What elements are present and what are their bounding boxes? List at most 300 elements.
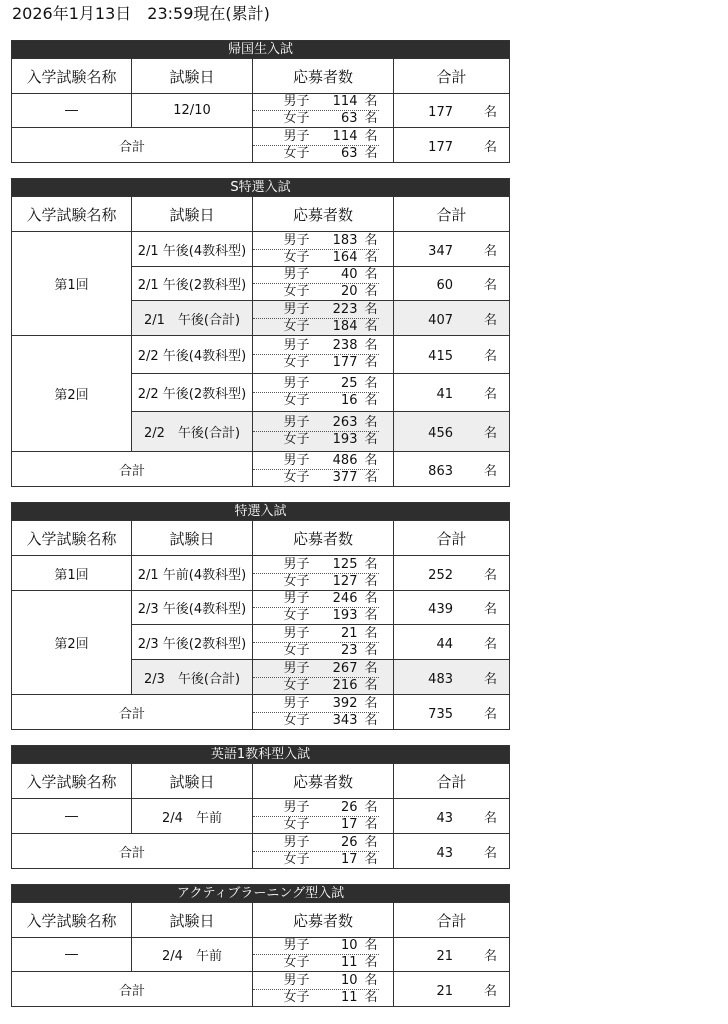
applicants-breakdown: [253, 233, 379, 266]
female-label: 女子: [283, 355, 310, 370]
unit-label: 名: [484, 426, 498, 441]
female-count: 177: [332, 355, 358, 370]
female-count: 17: [340, 851, 358, 867]
col-header-name: 入学試験名称: [12, 903, 132, 938]
exam-date: 2/1 午後(2教科型): [132, 267, 253, 301]
column-header-row: [12, 59, 510, 94]
round-name: 第1回: [12, 556, 132, 591]
unit-label: 名: [484, 602, 498, 617]
male-label: 男子: [283, 301, 310, 317]
female-count: 164: [332, 249, 358, 265]
male-label: 男子: [283, 660, 310, 676]
table-row: [12, 336, 510, 374]
male-label: 男子: [283, 556, 310, 572]
unit-label: 名: [364, 318, 378, 334]
total-count: 863: [428, 463, 453, 479]
total-cell: [394, 695, 510, 730]
total-cell: [394, 94, 510, 128]
unit-label: 名: [364, 376, 378, 391]
male-label: 男子: [283, 94, 310, 109]
unit-label: 名: [364, 712, 378, 728]
col-header-total: 合計: [394, 521, 510, 556]
unit-label: 名: [484, 671, 498, 687]
summary-label: 合計: [12, 695, 253, 730]
female-count: 63: [340, 145, 358, 161]
total-cell: [394, 267, 510, 301]
male-count: 223: [332, 301, 358, 317]
female-line: [253, 990, 379, 1006]
round-name: 第2回: [12, 591, 132, 695]
col-header-name: 入学試験名称: [12, 59, 132, 94]
unit-label: 名: [364, 452, 378, 468]
applicants-cell: [253, 938, 394, 972]
female-label: 女子: [283, 712, 310, 728]
col-header-applicants: 応募者数: [253, 903, 394, 938]
exam-date: 2/1 午前(4教科型): [132, 556, 253, 591]
male-label: 男子: [283, 267, 310, 282]
unit-label: 名: [364, 799, 378, 815]
male-label: 男子: [283, 376, 310, 391]
applicants-breakdown: [253, 626, 379, 659]
unit-label: 名: [364, 938, 378, 953]
unit-label: 名: [364, 267, 378, 282]
female-line: [253, 470, 379, 486]
applicants-cell: [253, 94, 394, 128]
female-label: 女子: [283, 677, 310, 693]
female-line: [253, 355, 379, 371]
unit-label: 名: [484, 387, 498, 402]
column-header-row: [12, 197, 510, 232]
applicants-breakdown: [253, 835, 379, 868]
female-label: 女子: [283, 642, 310, 658]
applicants-cell: [253, 336, 394, 374]
male-line: [253, 376, 379, 393]
female-line: [253, 432, 379, 448]
column-header-row: [12, 521, 510, 556]
col-header-date: 試験日: [132, 764, 253, 799]
col-header-applicants: 応募者数: [253, 59, 394, 94]
male-label: 男子: [283, 591, 310, 606]
female-count: 377: [332, 469, 358, 485]
section-title: S特選入試: [12, 179, 510, 197]
unit-label: 名: [364, 469, 378, 485]
male-line: [253, 415, 379, 432]
female-line: [253, 284, 379, 300]
admission-table-english: [11, 745, 510, 869]
male-count: 114: [332, 94, 358, 109]
total-count: 177: [428, 105, 453, 120]
male-count: 392: [332, 695, 358, 711]
female-count: 127: [332, 573, 358, 589]
applicants-cell: [253, 799, 394, 834]
total-cell: [394, 834, 510, 869]
female-label: 女子: [283, 284, 310, 299]
applicants-cell: [253, 625, 394, 660]
unit-label: 名: [364, 111, 378, 126]
applicants-cell: [253, 695, 394, 730]
total-count: 21: [436, 949, 453, 964]
table-row: [12, 799, 510, 834]
male-count: 26: [340, 799, 358, 815]
male-line: [253, 453, 379, 470]
summary-row: [12, 972, 510, 1007]
male-line: [253, 338, 379, 355]
male-line: [253, 973, 379, 990]
total-count: 21: [436, 983, 453, 999]
female-label: 女子: [283, 111, 310, 126]
female-line: [253, 678, 379, 694]
female-count: 63: [340, 111, 358, 126]
unit-label: 名: [483, 983, 497, 999]
total-count: 347: [428, 243, 453, 259]
col-header-date: 試験日: [132, 59, 253, 94]
unit-label: 名: [364, 625, 378, 641]
male-line: [253, 129, 379, 146]
male-label: 男子: [283, 695, 310, 711]
total-count: 177: [428, 139, 453, 155]
male-count: 26: [340, 834, 358, 850]
male-count: 40: [340, 267, 358, 282]
unit-label: 名: [364, 338, 378, 353]
section-title: 帰国生入試: [12, 41, 510, 59]
applicants-breakdown: [253, 696, 379, 729]
male-label: 男子: [283, 232, 310, 248]
male-line: [253, 557, 379, 574]
unit-label: 名: [364, 816, 378, 832]
col-header-name: 入学試験名称: [12, 521, 132, 556]
applicants-breakdown: [253, 94, 379, 127]
male-count: 246: [332, 591, 358, 606]
total-cell: [394, 301, 510, 336]
section-title: 英語1教科型入試: [12, 746, 510, 764]
exam-date: 2/2 午後(4教科型): [132, 336, 253, 374]
unit-label: 名: [484, 349, 498, 364]
female-line: [253, 393, 379, 409]
total-count: 456: [428, 426, 453, 441]
unit-label: 名: [484, 567, 498, 583]
summary-row: [12, 452, 510, 487]
applicants-cell: [253, 374, 394, 412]
female-line: [253, 250, 379, 266]
unit-label: 名: [364, 415, 378, 430]
unit-label: 名: [364, 249, 378, 265]
female-label: 女子: [283, 432, 310, 447]
round-name: 第1回: [12, 232, 132, 336]
total-count: 43: [436, 810, 453, 826]
male-count: 238: [332, 338, 358, 353]
male-count: 10: [340, 972, 358, 988]
female-line: [253, 146, 379, 162]
applicants-cell: [253, 412, 394, 452]
exam-date: 2/4 午前: [132, 799, 253, 834]
applicants-cell: [253, 591, 394, 625]
unit-label: 名: [364, 608, 378, 623]
admission-table-tokusen: [11, 502, 510, 730]
unit-label: 名: [364, 355, 378, 370]
applicants-breakdown: [253, 338, 379, 371]
female-count: 16: [340, 393, 358, 408]
female-count: 343: [332, 712, 358, 728]
applicants-cell: [253, 556, 394, 591]
total-cell: [394, 336, 510, 374]
exam-name: ―: [12, 94, 132, 128]
exam-name: ―: [12, 938, 132, 972]
female-line: [253, 955, 379, 971]
unit-label: 名: [364, 94, 378, 109]
summary-row: [12, 128, 510, 163]
applicants-breakdown: [253, 415, 379, 448]
total-cell: [394, 660, 510, 695]
total-count: 407: [428, 312, 453, 328]
col-header-date: 試験日: [132, 197, 253, 232]
female-label: 女子: [283, 816, 310, 832]
unit-label: 名: [484, 243, 498, 259]
section-title: アクティブラーニング型入試: [12, 885, 510, 903]
unit-label: 名: [364, 591, 378, 606]
total-cell: [394, 556, 510, 591]
section-title: 特選入試: [12, 503, 510, 521]
unit-label: 名: [484, 810, 498, 826]
male-line: [253, 696, 379, 713]
male-label: 男子: [283, 415, 310, 430]
exam-date: 2/2 午後(合計): [132, 412, 253, 452]
female-count: 20: [340, 284, 358, 299]
admission-table-active-learning: [11, 884, 510, 1007]
male-count: 267: [332, 660, 358, 676]
unit-label: 名: [364, 972, 378, 988]
unit-label: 名: [364, 393, 378, 408]
male-label: 男子: [283, 938, 310, 953]
unit-label: 名: [484, 312, 498, 328]
summary-label: 合計: [12, 452, 253, 487]
admission-table-s-tokusen: [11, 178, 510, 487]
applicants-breakdown: [253, 453, 379, 486]
unit-label: 名: [484, 105, 498, 120]
male-line: [253, 591, 379, 608]
col-header-applicants: 応募者数: [253, 764, 394, 799]
male-count: 183: [332, 232, 358, 248]
exam-date: 2/3 午後(4教科型): [132, 591, 253, 625]
total-cell: [394, 452, 510, 487]
unit-label: 名: [484, 463, 498, 479]
male-count: 21: [340, 625, 358, 641]
applicants-breakdown: [253, 376, 379, 409]
female-label: 女子: [283, 249, 310, 265]
unit-label: 名: [364, 834, 378, 850]
applicants-cell: [253, 452, 394, 487]
male-line: [253, 626, 379, 643]
male-line: [253, 302, 379, 319]
unit-label: 名: [364, 695, 378, 711]
applicants-breakdown: [253, 661, 379, 694]
page-title: 2026年1月13日 23:59現在(累計): [12, 4, 270, 23]
summary-label: 合計: [12, 972, 253, 1007]
total-count: 439: [428, 602, 453, 617]
col-header-total: 合計: [394, 59, 510, 94]
female-label: 女子: [283, 469, 310, 485]
female-label: 女子: [283, 318, 310, 334]
applicants-cell: [253, 232, 394, 267]
female-count: 17: [340, 816, 358, 832]
column-header-row: [12, 903, 510, 938]
total-cell: [394, 412, 510, 452]
male-count: 263: [332, 415, 358, 430]
total-count: 43: [436, 845, 453, 861]
male-count: 486: [332, 452, 358, 468]
table-row: [12, 232, 510, 267]
exam-date: 2/3 午後(合計): [132, 660, 253, 695]
col-header-applicants: 応募者数: [253, 521, 394, 556]
male-line: [253, 938, 379, 955]
col-header-name: 入学試験名称: [12, 764, 132, 799]
female-label: 女子: [283, 955, 310, 970]
applicants-cell: [253, 660, 394, 695]
total-count: 60: [436, 278, 453, 293]
exam-date: 2/1 午後(4教科型): [132, 232, 253, 267]
applicants-cell: [253, 301, 394, 336]
applicants-cell: [253, 972, 394, 1007]
applicants-cell: [253, 128, 394, 163]
unit-label: 名: [484, 706, 498, 722]
total-cell: [394, 128, 510, 163]
female-line: [253, 713, 379, 729]
male-label: 男子: [283, 338, 310, 353]
unit-label: 名: [364, 128, 378, 144]
applicants-breakdown: [253, 591, 379, 624]
col-header-total: 合計: [394, 197, 510, 232]
unit-label: 名: [484, 636, 498, 652]
unit-label: 名: [484, 139, 498, 155]
exam-date: 12/10: [132, 94, 253, 128]
male-line: [253, 94, 379, 111]
unit-label: 名: [364, 955, 378, 970]
female-count: 184: [332, 318, 358, 334]
col-header-applicants: 応募者数: [253, 197, 394, 232]
summary-row: [12, 695, 510, 730]
male-count: 25: [340, 376, 358, 391]
applicants-cell: [253, 267, 394, 301]
unit-label: 名: [364, 677, 378, 693]
female-count: 11: [340, 989, 358, 1005]
col-header-total: 合計: [394, 764, 510, 799]
unit-label: 名: [364, 660, 378, 676]
male-line: [253, 800, 379, 817]
female-count: 216: [332, 677, 358, 693]
applicants-breakdown: [253, 129, 379, 162]
female-count: 193: [332, 432, 358, 447]
male-count: 125: [332, 556, 358, 572]
female-label: 女子: [283, 989, 310, 1005]
exam-date: 2/2 午後(2教科型): [132, 374, 253, 412]
applicants-breakdown: [253, 557, 379, 590]
female-line: [253, 319, 379, 335]
unit-label: 名: [484, 845, 498, 861]
col-header-total: 合計: [394, 903, 510, 938]
male-label: 男子: [283, 625, 310, 641]
applicants-cell: [253, 834, 394, 869]
male-line: [253, 233, 379, 250]
unit-label: 名: [364, 284, 378, 299]
exam-date: 2/3 午後(2教科型): [132, 625, 253, 660]
female-line: [253, 111, 379, 127]
admission-table-kikokusei: [11, 40, 510, 163]
male-count: 114: [332, 128, 358, 144]
exam-name: ―: [12, 799, 132, 834]
table-row: [12, 556, 510, 591]
unit-label: 名: [364, 301, 378, 317]
applicants-breakdown: [253, 800, 379, 833]
female-line: [253, 852, 379, 868]
exam-date: 2/1 午後(合計): [132, 301, 253, 336]
total-count: 252: [428, 567, 453, 583]
unit-label: 名: [364, 232, 378, 248]
applicants-breakdown: [253, 938, 379, 971]
unit-label: 名: [364, 145, 378, 161]
total-count: 415: [428, 349, 453, 364]
table-row: [12, 938, 510, 972]
total-cell: [394, 625, 510, 660]
total-cell: [394, 591, 510, 625]
round-name: 第2回: [12, 336, 132, 452]
male-label: 男子: [283, 972, 310, 988]
column-header-row: [12, 764, 510, 799]
male-line: [253, 661, 379, 678]
female-count: 11: [340, 955, 358, 970]
unit-label: 名: [364, 851, 378, 867]
unit-label: 名: [364, 642, 378, 658]
table-row: [12, 591, 510, 625]
female-label: 女子: [283, 608, 310, 623]
female-line: [253, 817, 379, 833]
summary-label: 合計: [12, 834, 253, 869]
female-count: 23: [340, 642, 358, 658]
unit-label: 名: [364, 989, 378, 1005]
total-cell: [394, 972, 510, 1007]
applicants-breakdown: [253, 973, 379, 1006]
female-line: [253, 643, 379, 659]
female-label: 女子: [283, 393, 310, 408]
exam-date: 2/4 午前: [132, 938, 253, 972]
female-line: [253, 574, 379, 590]
total-count: 483: [428, 671, 453, 687]
total-count: 735: [428, 706, 453, 722]
male-line: [253, 835, 379, 852]
male-label: 男子: [283, 128, 310, 144]
male-count: 10: [340, 938, 358, 953]
unit-label: 名: [364, 556, 378, 572]
unit-label: 名: [484, 278, 498, 293]
total-cell: [394, 938, 510, 972]
total-cell: [394, 799, 510, 834]
unit-label: 名: [483, 949, 497, 964]
male-line: [253, 267, 379, 284]
total-cell: [394, 232, 510, 267]
female-label: 女子: [283, 851, 310, 867]
female-label: 女子: [283, 573, 310, 589]
male-label: 男子: [283, 834, 310, 850]
table-row: [12, 94, 510, 128]
female-line: [253, 608, 379, 624]
applicants-breakdown: [253, 267, 379, 300]
summary-row: [12, 834, 510, 869]
col-header-name: 入学試験名称: [12, 197, 132, 232]
male-label: 男子: [283, 452, 310, 468]
unit-label: 名: [364, 573, 378, 589]
total-cell: [394, 374, 510, 412]
total-count: 44: [436, 636, 453, 652]
male-label: 男子: [283, 799, 310, 815]
col-header-date: 試験日: [132, 903, 253, 938]
